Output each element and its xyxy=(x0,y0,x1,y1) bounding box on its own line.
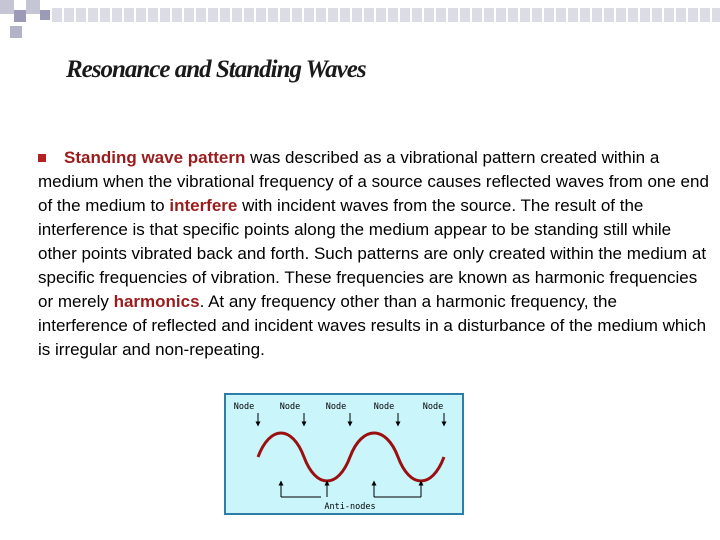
node-label-3: Node xyxy=(325,402,347,412)
body-text-part-3: . At any frequency other than a harmonic frequency, the interference of reflected and incident waves results in a disturbance of the medium which is irregular and non-repeating. xyxy=(38,292,707,359)
node-label-5: Node xyxy=(422,402,444,412)
antinode-arrows xyxy=(281,483,421,497)
term-interfere: interfere xyxy=(169,196,238,215)
term-harmonics: harmonics xyxy=(113,292,200,311)
antinodes-label: Anti-nodes xyxy=(324,502,376,512)
standing-wave-diagram xyxy=(224,393,464,515)
square-bullet-icon xyxy=(38,154,46,162)
body-text-part-1: was described as a vibrational pattern created within a medium when the vibrational frequency of a source causes reflected waves from one end of the medium to xyxy=(38,148,709,215)
node-label-2: Node xyxy=(279,402,301,412)
node-label-1: Node xyxy=(233,402,255,412)
body-text-part-2: with incident waves from the source. The result of the interference is that specific points along the medium appear to be standing still while other points vibrated back and forth. Such patterns are only created within the medium at specific frequencies of vibration. These frequencies are known as harmonic frequencies or merely xyxy=(38,196,707,311)
decorative-square-pattern xyxy=(0,0,720,40)
standing-wave-curve xyxy=(258,433,444,481)
slide-body-text xyxy=(38,146,710,362)
term-standing-wave-pattern: Standing wave pattern xyxy=(64,148,246,167)
standing-wave-svg xyxy=(226,395,462,513)
node-arrows xyxy=(258,413,444,424)
slide-title: Resonance and Standing Waves xyxy=(66,56,366,83)
node-label-4: Node xyxy=(373,402,395,412)
